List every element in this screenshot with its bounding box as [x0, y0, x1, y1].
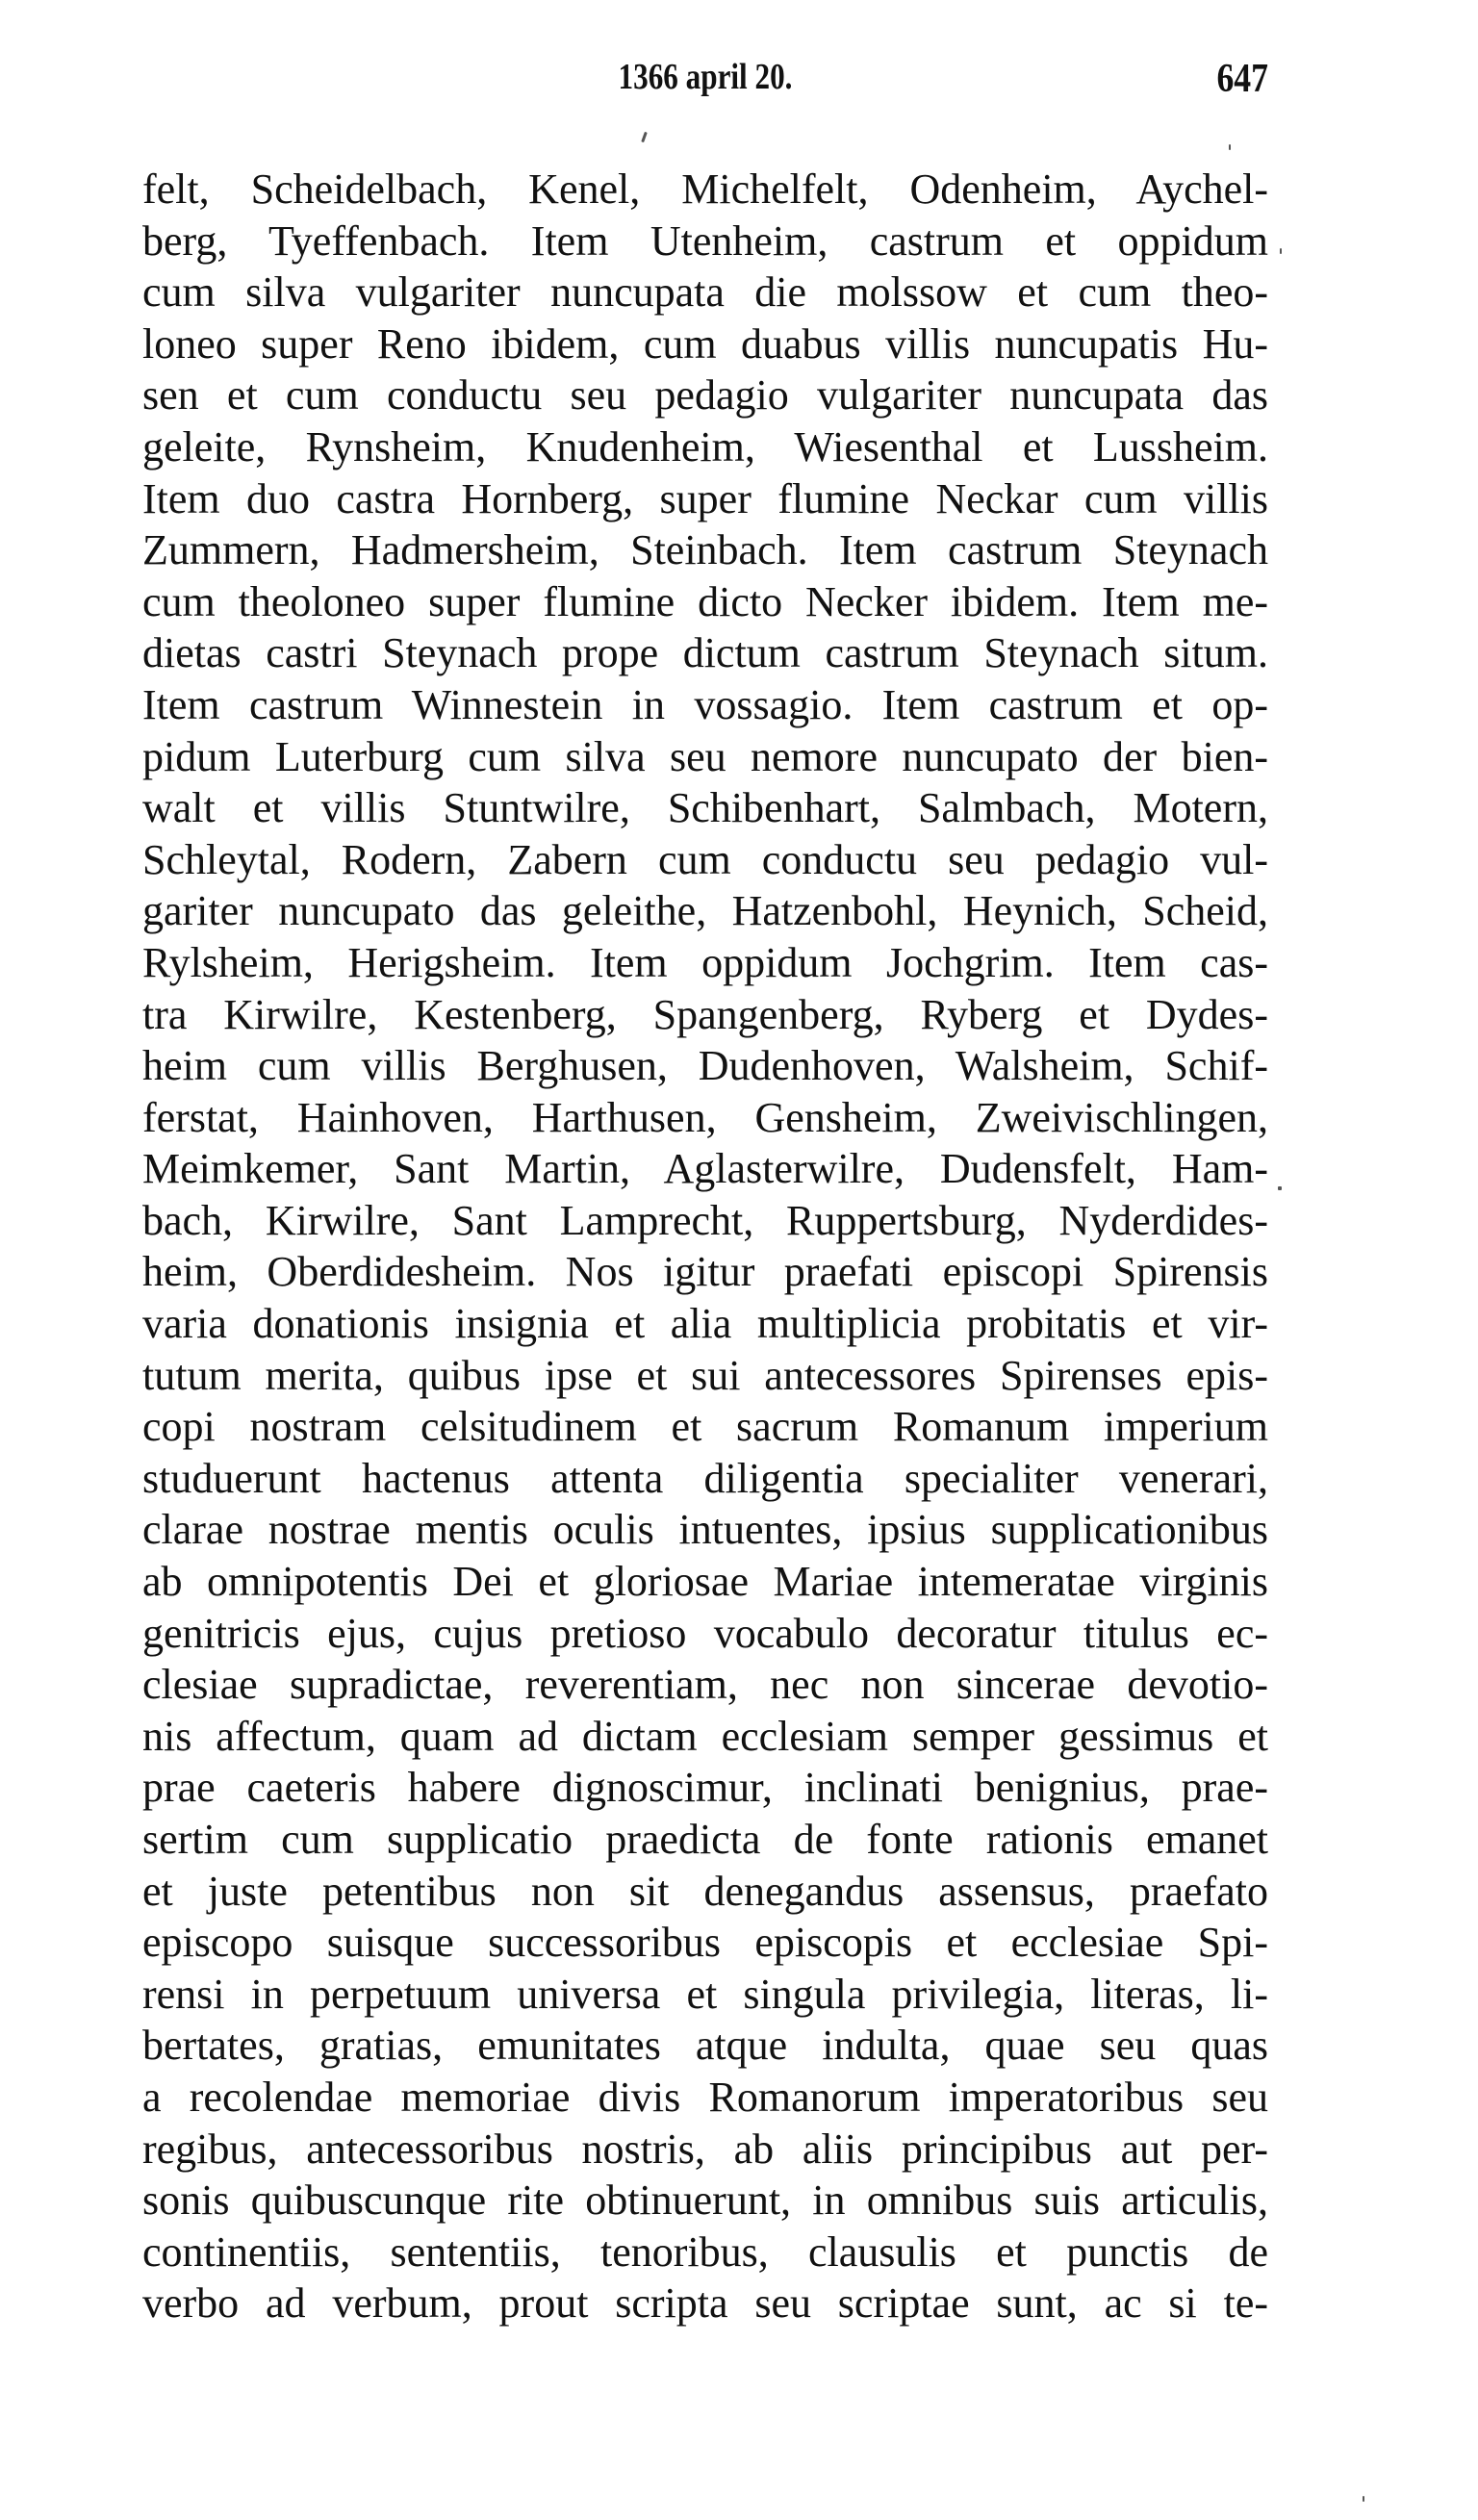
text-line	[142, 1350, 1268, 1402]
text-line	[142, 1556, 1268, 1608]
text-line	[142, 318, 1268, 370]
text-line-content: Rylsheim, Herigsheim. Item oppidum Jochgrim. Item cas-	[142, 938, 1268, 986]
text-line	[142, 937, 1268, 989]
text-line	[142, 2227, 1268, 2278]
text-line-content: pidum Luterburg cum silva seu nemore nuncupato der bien-	[142, 732, 1268, 780]
text-line-content: felt, Scheidelbach, Kenel, Michelfelt, Odenheim, Aychel-	[142, 165, 1268, 213]
text-line	[142, 1814, 1268, 1866]
text-line-content: berg, Tyeffenbach. Item Utenheim, castrum et oppidum	[142, 216, 1268, 265]
text-line-content: Zummern, Hadmersheim, Steinbach. Item castrum Steynach	[142, 526, 1268, 574]
text-line	[142, 679, 1268, 731]
text-line	[142, 1504, 1268, 1556]
text-line-content: et juste petentibus non sit denegandus assensus, praefato	[142, 1867, 1268, 1915]
text-line	[142, 1866, 1268, 1918]
text-line	[142, 369, 1268, 421]
body-text	[142, 164, 1268, 2329]
running-head-date: 1366 april 20.	[618, 57, 793, 97]
text-line-content: nis affectum, quam ad dictam ecclesiam semper gessimus et	[142, 1712, 1268, 1760]
text-line	[142, 1711, 1268, 1763]
text-line-content: verbo ad verbum, prout scripta seu scriptae sunt, ac si te-	[142, 2279, 1268, 2328]
text-line	[142, 2020, 1268, 2072]
text-line-content: geleite, Rynsheim, Knudenheim, Wiesenthal et Lussheim.	[142, 422, 1268, 471]
text-line	[142, 1917, 1268, 1969]
text-line-content: ferstat, Hainhoven, Harthusen, Gensheim, Zweivischlingen,	[142, 1093, 1268, 1141]
text-line-content: copi nostram celsitudinem et sacrum Romanum imperium	[142, 1403, 1268, 1451]
scan-speck	[1229, 144, 1231, 150]
text-line-content: Item castrum Winnestein in vossagio. Item castrum et op-	[142, 680, 1268, 728]
text-line-content: bach, Kirwilre, Sant Lamprecht, Ruppertsburg, Nyderdides-	[142, 1196, 1268, 1244]
text-line	[142, 834, 1268, 886]
text-line-content: sen et cum conductu seu pedagio vulgariter nuncupata das	[142, 371, 1268, 420]
text-line	[142, 1401, 1268, 1453]
text-line	[142, 576, 1268, 628]
text-line-content: studuerunt hactenus attenta diligentia specialiter venerari,	[142, 1454, 1268, 1502]
text-line-content: cum theoloneo super flumine dicto Necker ibidem. Item me-	[142, 577, 1268, 625]
text-line-content: episcopo suisque successoribus episcopis et ecclesiae Spi-	[142, 1919, 1268, 1967]
text-line-content: tutum merita, quibus ipse et sui antecessores Spirenses epis-	[142, 1351, 1268, 1399]
text-line	[142, 1040, 1268, 1092]
text-line-content: ab omnipotentis Dei et gloriosae Mariae intemeratae virginis	[142, 1558, 1268, 1606]
scan-speck	[1278, 1186, 1282, 1190]
text-line-content: gariter nuncupato das geleithe, Hatzenbohl, Heynich, Scheid,	[142, 887, 1268, 935]
text-line	[142, 421, 1268, 473]
text-line	[142, 989, 1268, 1041]
text-line-content: prae caeteris habere dignoscimur, inclinati benignius, prae-	[142, 1764, 1268, 1812]
text-line	[142, 1246, 1268, 1298]
text-line-content: sertim cum supplicatio praedicta de fonte rationis emanet	[142, 1816, 1268, 1863]
text-line-content: continentiis, sententiis, tenoribus, clausulis et punctis de	[142, 2227, 1268, 2276]
text-line-content: rensi in perpetuum universa et singula privilegia, literas, li-	[142, 1970, 1268, 2018]
text-line	[142, 1659, 1268, 1711]
text-line-content: clarae nostrae mentis oculis intuentes, ipsius supplicationibus	[142, 1506, 1268, 1554]
text-line	[142, 1762, 1268, 1814]
text-line-content: cum silva vulgariter nuncupata die molssow et cum theo-	[142, 268, 1268, 317]
text-line-content: Meimkemer, Sant Martin, Aglasterwilre, Dudensfelt, Ham-	[142, 1145, 1268, 1193]
text-line-content: regibus, antecessoribus nostris, ab aliis principibus aut per-	[142, 2125, 1268, 2173]
text-line-content: clesiae supradictae, reverentiam, nec non sincerae devotio-	[142, 1661, 1268, 1709]
scan-speck	[1280, 248, 1282, 254]
text-line	[142, 2278, 1268, 2329]
text-line-content: heim, Oberdidesheim. Nos igitur praefati episcopi Spirensis	[142, 1248, 1268, 1296]
text-line	[142, 2124, 1268, 2176]
text-line	[142, 731, 1268, 783]
text-line	[142, 1453, 1268, 1505]
text-line-content: tra Kirwilre, Kestenberg, Spangenberg, Ryberg et Dydes-	[142, 990, 1268, 1038]
text-line	[142, 1608, 1268, 1660]
page-number: 647	[1216, 57, 1268, 101]
text-line	[142, 1969, 1268, 2021]
text-line	[142, 2072, 1268, 2124]
text-line	[142, 216, 1268, 267]
scan-speck	[641, 132, 648, 142]
text-line-content: genitricis ejus, cujus pretioso vocabulo decoratur titulus ec-	[142, 1609, 1268, 1657]
running-head	[142, 56, 1268, 114]
text-line	[142, 1143, 1268, 1195]
text-line	[142, 782, 1268, 834]
text-line	[142, 885, 1268, 937]
scan-speck	[1363, 2496, 1364, 2502]
text-line-content: dietas castri Steynach prope dictum castrum Steynach situm.	[142, 629, 1268, 677]
text-line	[142, 524, 1268, 576]
text-line-content: heim cum villis Berghusen, Dudenhoven, Walsheim, Schif-	[142, 1042, 1268, 1090]
text-line	[142, 1092, 1268, 1144]
text-line	[142, 1195, 1268, 1247]
text-line-content: loneo super Reno ibidem, cum duabus villis nuncupatis Hu-	[142, 319, 1268, 368]
text-line	[142, 2175, 1268, 2227]
text-line-content: sonis quibuscunque rite obtinuerunt, in omnibus suis articulis,	[142, 2176, 1268, 2225]
text-line-content: Schleytal, Rodern, Zabern cum conductu seu pedagio vul-	[142, 835, 1268, 883]
text-line	[142, 473, 1268, 525]
text-line-content: a recolendae memoriae divis Romanorum imperatoribus seu	[142, 2073, 1268, 2121]
text-line-content: walt et villis Stuntwilre, Schibenhart, Salmbach, Motern,	[142, 784, 1268, 832]
text-line-content: bertates, gratias, emunitates atque indulta, quae seu quas	[142, 2022, 1268, 2070]
text-line-content: varia donationis insignia et alia multiplicia probitatis et vir-	[142, 1300, 1268, 1348]
text-line	[142, 164, 1268, 216]
text-line	[142, 267, 1268, 318]
text-line-content: Item duo castra Hornberg, super flumine Neckar cum villis	[142, 474, 1268, 522]
text-line	[142, 1298, 1268, 1350]
text-line	[142, 627, 1268, 679]
